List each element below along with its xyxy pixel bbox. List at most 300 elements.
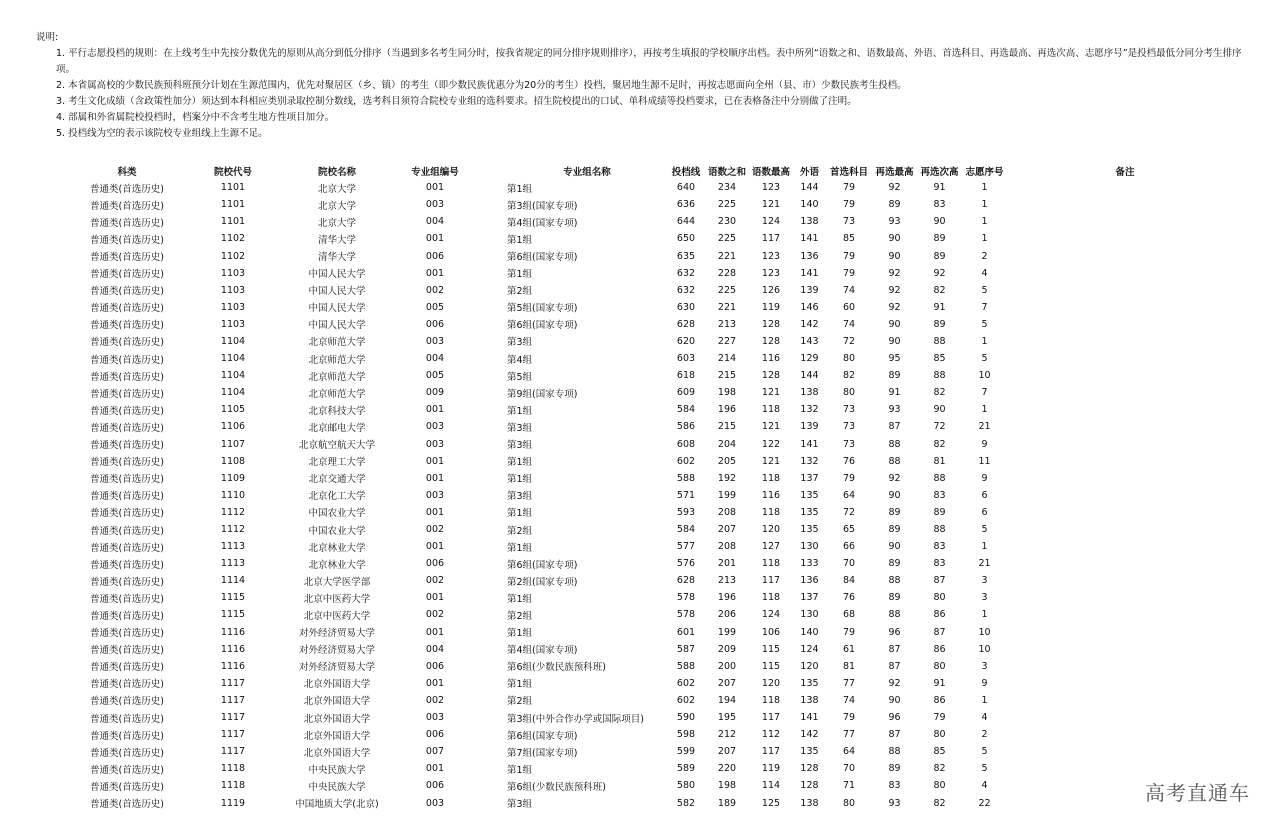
cell-school-name: 北京师范大学: [308, 388, 366, 400]
cell-category: 普通类(首选历史): [90, 679, 164, 691]
cell-category: 普通类(首选历史): [90, 781, 164, 793]
cell-group-number: 001: [425, 677, 445, 689]
cell-category: 普通类(首选历史): [90, 713, 164, 725]
cell-first-subject: 79: [842, 199, 856, 211]
cell-elective-second: 88: [933, 524, 946, 536]
cell-choice-order: 1: [981, 233, 988, 245]
cell-elective-max: 90: [888, 250, 901, 262]
cell-foreign-language: 146: [800, 301, 819, 313]
table-row: [0, 470, 1243, 487]
cell-chinese-math-sum: 208: [717, 541, 737, 553]
cell-category: 普通类(首选历史): [90, 645, 164, 657]
cell-remarks: [1007, 247, 1243, 264]
cell-elective-second: 83: [933, 489, 946, 501]
cell-group-name: 第3组: [507, 337, 533, 349]
cell-chinese-math-sum: 206: [717, 609, 737, 621]
cell-elective-second: 82: [933, 797, 946, 809]
cell-chinese-math-max: 128: [761, 335, 781, 347]
cell-group-name: 第1组: [507, 542, 533, 554]
cell-school-name: 北京科技大学: [308, 405, 366, 417]
cell-chinese-math-max: 120: [761, 677, 781, 689]
cell-remarks: [1007, 418, 1243, 435]
cell-group-name: 第1组: [507, 474, 533, 486]
header-elective-max: 再选最高: [875, 166, 914, 178]
cell-elective-max: 93: [888, 216, 901, 228]
cell-elective-max: 93: [888, 797, 901, 809]
cell-group-name: 第4组(国家专项): [507, 217, 578, 229]
cell-school-name: 中国农业大学: [308, 508, 366, 520]
cell-choice-order: 3: [981, 660, 988, 672]
cell-first-subject: 77: [842, 729, 856, 741]
cell-school-name: 中国农业大学: [308, 525, 366, 537]
cell-chinese-math-sum: 228: [717, 267, 737, 279]
cell-chinese-math-sum: 204: [717, 438, 737, 450]
table-row: [0, 196, 1243, 213]
cell-elective-max: 92: [888, 267, 901, 279]
cell-category: 普通类(首选历史): [90, 696, 164, 708]
cell-first-subject: 80: [842, 797, 856, 809]
notes-section: [36, 30, 1256, 142]
cell-remarks: [1007, 521, 1243, 538]
header-remarks: 备注: [1115, 166, 1135, 178]
cell-foreign-language: 124: [800, 643, 819, 655]
cell-remarks: [1007, 453, 1243, 470]
cell-chinese-math-sum: 213: [717, 575, 737, 587]
cell-chinese-math-sum: 225: [717, 284, 737, 296]
note-item-3: 3. 考生文化成绩（含政策性加分）须达到本科相应类别录取控制分数线，选考科目须符合院校专业组的选科要求。招生院校提出的口试、单科成绩等投档要求，已在表格备注中分别做了注明。: [56, 96, 857, 107]
cell-elective-second: 82: [933, 387, 946, 399]
cell-school-code: 1117: [220, 712, 246, 724]
table-row: [0, 436, 1243, 453]
cell-choice-order: 3: [981, 592, 988, 604]
cell-school-code: 1112: [220, 506, 246, 518]
cell-category: 普通类(首选历史): [90, 508, 164, 520]
cell-elective-max: 92: [888, 284, 901, 296]
cell-chinese-math-max: 127: [761, 541, 781, 553]
cell-group-number: 001: [425, 455, 445, 467]
cell-elective-second: 87: [933, 626, 946, 638]
cell-cutoff-score: 587: [676, 643, 696, 655]
cell-school-code: 1117: [220, 729, 246, 741]
cell-elective-max: 87: [888, 729, 901, 741]
cell-first-subject: 80: [842, 387, 856, 399]
cell-chinese-math-max: 118: [761, 506, 781, 518]
cell-chinese-math-max: 125: [761, 797, 781, 809]
header-cutoff-score: 投档线: [671, 166, 701, 178]
cell-elective-second: 82: [933, 284, 946, 296]
cell-school-name: 北京大学: [317, 217, 356, 229]
cell-group-name: 第1组: [507, 457, 533, 469]
cell-school-code: 1103: [220, 318, 246, 330]
cell-first-subject: 68: [842, 609, 856, 621]
header-group-name: 专业组名称: [563, 166, 611, 178]
cell-school-name: 中国人民大学: [308, 286, 366, 298]
cell-school-name: 对外经济贸易大学: [298, 662, 375, 674]
cell-first-subject: 79: [842, 626, 856, 638]
cell-first-subject: 64: [842, 746, 856, 758]
table-row: [0, 658, 1243, 675]
cell-chinese-math-max: 112: [761, 729, 781, 741]
table-body: [0, 179, 1243, 811]
cell-first-subject: 76: [842, 455, 856, 467]
cell-chinese-math-sum: 200: [717, 660, 737, 672]
cell-group-number: 006: [425, 660, 445, 672]
cell-elective-max: 88: [888, 455, 901, 467]
cell-group-number: 004: [425, 216, 445, 228]
cell-first-subject: 60: [842, 301, 856, 313]
table-header-row: [0, 162, 1243, 179]
cell-first-subject: 74: [842, 318, 856, 330]
header-category: 科类: [117, 166, 137, 178]
cell-cutoff-score: 635: [676, 250, 696, 262]
cell-school-name: 北京大学: [317, 183, 356, 195]
cell-group-number: 003: [425, 797, 445, 809]
cell-school-name: 对外经济贸易大学: [298, 628, 375, 640]
cell-cutoff-score: 571: [676, 489, 696, 501]
cell-group-name: 第9组(国家专项): [507, 388, 578, 400]
cell-cutoff-score: 609: [676, 387, 696, 399]
cell-school-name: 北京外国语大学: [303, 730, 371, 742]
cell-foreign-language: 135: [800, 746, 819, 758]
cell-elective-max: 89: [888, 506, 901, 518]
cell-chinese-math-max: 118: [761, 472, 781, 484]
cell-category: 普通类(首选历史): [90, 422, 164, 434]
header-group-number: 专业组编号: [411, 166, 459, 178]
cell-group-number: 006: [425, 318, 445, 330]
cell-foreign-language: 138: [800, 387, 819, 399]
cell-cutoff-score: 644: [676, 216, 696, 228]
cell-school-code: 1104: [220, 387, 246, 399]
cell-foreign-language: 140: [800, 626, 819, 638]
cell-group-number: 002: [425, 694, 445, 706]
cell-school-code: 1118: [220, 780, 246, 792]
cell-cutoff-score: 593: [676, 506, 696, 518]
cell-elective-second: 91: [933, 182, 946, 194]
cell-first-subject: 73: [842, 216, 856, 228]
cell-group-name: 第1组: [507, 508, 533, 520]
cell-group-name: 第1组: [507, 405, 533, 417]
cell-choice-order: 9: [981, 472, 988, 484]
cell-foreign-language: 135: [800, 489, 819, 501]
cell-first-subject: 73: [842, 421, 856, 433]
cell-elective-second: 81: [933, 455, 946, 467]
cell-choice-order: 2: [981, 729, 988, 741]
cell-first-subject: 70: [842, 558, 856, 570]
cell-elective-second: 82: [933, 438, 946, 450]
cell-elective-max: 90: [888, 694, 901, 706]
cell-choice-order: 1: [981, 216, 988, 228]
cell-group-name: 第3组: [507, 491, 533, 503]
cell-choice-order: 1: [981, 609, 988, 621]
cell-group-number: 005: [425, 370, 445, 382]
cell-elective-max: 89: [888, 199, 901, 211]
cell-foreign-language: 141: [800, 267, 819, 279]
table-row: [0, 726, 1243, 743]
cell-choice-order: 21: [978, 421, 991, 433]
cell-group-number: 003: [425, 421, 445, 433]
cell-foreign-language: 135: [800, 524, 819, 536]
cell-category: 普通类(首选历史): [90, 610, 164, 622]
cell-remarks: [1007, 743, 1243, 760]
cell-remarks: [1007, 675, 1243, 692]
cell-choice-order: 2: [981, 250, 988, 262]
cell-remarks: [1007, 384, 1243, 401]
cell-foreign-language: 137: [800, 592, 819, 604]
cell-foreign-language: 141: [800, 233, 819, 245]
cell-elective-max: 89: [888, 763, 901, 775]
cell-first-subject: 71: [842, 780, 856, 792]
cell-category: 普通类(首选历史): [90, 286, 164, 298]
cell-group-number: 006: [425, 780, 445, 792]
cell-foreign-language: 140: [800, 199, 819, 211]
cell-cutoff-score: 578: [676, 609, 696, 621]
cell-chinese-math-max: 118: [761, 694, 781, 706]
cell-choice-order: 9: [981, 438, 988, 450]
cell-choice-order: 1: [981, 182, 988, 194]
cell-chinese-math-sum: 196: [717, 404, 737, 416]
table-row: [0, 504, 1243, 521]
cell-group-name: 第3组(中外合作办学或国际项目): [507, 713, 644, 725]
cell-elective-max: 88: [888, 438, 901, 450]
note-item-1: 1. 平行志愿投档的规则：在上线考生中先按分数优先的原则从高分到低分排序（当遇到多名考生同分时，按我省规定的同分排序规则排序），再按考生填报的学校顺序出档。表中所列“语数之和、语数最高、外语、首选科目、再选最高、再选次高、志愿序号”是投档最低分同分考生排序项。: [56, 48, 1242, 75]
cell-chinese-math-sum: 213: [717, 318, 737, 330]
cell-remarks: [1007, 367, 1243, 384]
cell-cutoff-score: 588: [676, 472, 696, 484]
cell-group-name: 第1组: [507, 764, 533, 776]
table-row: [0, 589, 1243, 606]
cell-foreign-language: 133: [800, 558, 819, 570]
cell-school-code: 1103: [220, 284, 246, 296]
table-row: [0, 624, 1243, 641]
cell-chinese-math-max: 119: [761, 763, 781, 775]
cell-elective-second: 87: [933, 575, 946, 587]
cell-chinese-math-sum: 221: [717, 250, 737, 262]
cell-group-name: 第3组: [507, 422, 533, 434]
cell-foreign-language: 132: [800, 404, 819, 416]
cell-chinese-math-sum: 227: [717, 335, 737, 347]
cell-school-name: 北京林业大学: [308, 542, 366, 554]
cell-school-code: 1104: [220, 370, 246, 382]
cell-school-name: 北京林业大学: [308, 559, 366, 571]
cell-elective-max: 89: [888, 592, 901, 604]
cell-first-subject: 81: [842, 660, 856, 672]
cell-group-number: 001: [425, 592, 445, 604]
cell-group-name: 第5组: [507, 371, 533, 383]
cell-group-name: 第2组: [507, 610, 533, 622]
cell-category: 普通类(首选历史): [90, 405, 164, 417]
cell-first-subject: 79: [842, 712, 856, 724]
cell-school-code: 1105: [220, 404, 246, 416]
cell-chinese-math-max: 115: [761, 643, 781, 655]
cell-group-name: 第6组(国家专项): [507, 730, 578, 742]
cell-group-number: 001: [425, 763, 445, 775]
cell-school-name: 北京邮电大学: [308, 422, 366, 434]
cell-remarks: [1007, 230, 1243, 247]
cell-elective-second: 80: [933, 592, 946, 604]
cell-remarks: [1007, 726, 1243, 743]
table-row: [0, 247, 1243, 264]
cell-school-name: 中国人民大学: [308, 320, 366, 332]
cell-elective-second: 86: [933, 643, 946, 655]
cell-elective-max: 90: [888, 233, 901, 245]
cell-choice-order: 6: [981, 489, 988, 501]
cell-remarks: [1007, 316, 1243, 333]
table-row: [0, 743, 1243, 760]
cell-group-number: 001: [425, 472, 445, 484]
cell-elective-max: 96: [888, 626, 901, 638]
cell-remarks: [1007, 282, 1243, 299]
cell-chinese-math-sum: 205: [717, 455, 737, 467]
cell-chinese-math-max: 123: [761, 182, 781, 194]
cell-remarks: [1007, 760, 1243, 777]
cell-group-number: 003: [425, 335, 445, 347]
cell-category: 普通类(首选历史): [90, 320, 164, 332]
cell-chinese-math-sum: 215: [717, 370, 737, 382]
cell-foreign-language: 138: [800, 694, 819, 706]
cell-first-subject: 65: [842, 524, 856, 536]
cell-chinese-math-sum: 209: [717, 643, 737, 655]
cell-elective-second: 85: [933, 746, 946, 758]
cell-chinese-math-sum: 207: [717, 677, 737, 689]
watermark-logo-text: 高考直通车: [1145, 781, 1250, 805]
cell-chinese-math-sum: 225: [717, 199, 737, 211]
cell-school-name: 清华大学: [317, 234, 356, 246]
table-row: [0, 709, 1243, 726]
cell-category: 普通类(首选历史): [90, 337, 164, 349]
cell-foreign-language: 136: [800, 575, 819, 587]
table-row: [0, 538, 1243, 555]
cell-cutoff-score: 580: [676, 780, 696, 792]
table-row: [0, 384, 1243, 401]
cell-school-name: 北京外国语大学: [303, 679, 371, 691]
cell-group-name: 第1组: [507, 234, 533, 246]
cell-elective-max: 92: [888, 301, 901, 313]
header-chinese-math-max: 语数最高: [751, 166, 790, 178]
cell-category: 普通类(首选历史): [90, 303, 164, 315]
cell-remarks: [1007, 213, 1243, 230]
cell-choice-order: 5: [981, 746, 988, 758]
cell-group-name: 第5组(国家专项): [507, 303, 578, 315]
cell-chinese-math-sum: 194: [717, 694, 737, 706]
cell-group-name: 第4组: [507, 354, 533, 366]
cell-elective-max: 88: [888, 746, 901, 758]
cell-elective-max: 93: [888, 404, 901, 416]
cell-cutoff-score: 582: [676, 797, 696, 809]
cell-foreign-language: 135: [800, 506, 819, 518]
cell-remarks: [1007, 572, 1243, 589]
table-row: [0, 350, 1243, 367]
table-row: [0, 418, 1243, 435]
cell-chinese-math-max: 128: [761, 370, 781, 382]
cell-cutoff-score: 628: [676, 318, 696, 330]
cell-school-name: 对外经济贸易大学: [298, 645, 375, 657]
table-row: [0, 760, 1243, 777]
cell-chinese-math-max: 123: [761, 267, 781, 279]
cell-foreign-language: 132: [800, 455, 819, 467]
cell-school-code: 1116: [220, 626, 246, 638]
cell-school-code: 1115: [220, 609, 246, 621]
cell-choice-order: 1: [981, 199, 988, 211]
cell-elective-second: 86: [933, 609, 946, 621]
cell-cutoff-score: 586: [676, 421, 696, 433]
cell-cutoff-score: 590: [676, 712, 696, 724]
cell-remarks: [1007, 538, 1243, 555]
cell-group-name: 第4组(国家专项): [507, 645, 578, 657]
cell-school-name: 北京外国语大学: [303, 747, 371, 759]
cell-school-name: 北京理工大学: [308, 457, 366, 469]
cell-elective-second: 88: [933, 370, 946, 382]
cell-foreign-language: 120: [800, 660, 819, 672]
cell-school-code: 1106: [220, 421, 246, 433]
cell-first-subject: 74: [842, 284, 856, 296]
cell-first-subject: 72: [842, 506, 856, 518]
cell-chinese-math-max: 106: [761, 626, 781, 638]
cell-foreign-language: 144: [800, 182, 819, 194]
cell-foreign-language: 138: [800, 797, 819, 809]
cell-school-code: 1115: [220, 592, 246, 604]
cell-school-code: 1109: [220, 472, 246, 484]
header-first-subject: 首选科目: [829, 166, 868, 178]
cell-elective-max: 90: [888, 335, 901, 347]
cell-first-subject: 79: [842, 182, 856, 194]
cell-school-code: 1113: [220, 558, 246, 570]
cell-elective-second: 90: [933, 404, 946, 416]
cell-first-subject: 79: [842, 250, 856, 262]
table-row: [0, 213, 1243, 230]
table-row: [0, 282, 1243, 299]
cell-elective-max: 90: [888, 318, 901, 330]
cell-chinese-math-sum: 208: [717, 506, 737, 518]
cell-cutoff-score: 650: [676, 233, 696, 245]
cell-chinese-math-max: 119: [761, 301, 781, 313]
cell-choice-order: 22: [978, 797, 991, 809]
cell-choice-order: 5: [981, 318, 988, 330]
cell-chinese-math-max: 126: [761, 284, 781, 296]
cell-category: 普通类(首选历史): [90, 525, 164, 537]
cell-school-code: 1114: [220, 575, 246, 587]
cell-first-subject: 72: [842, 335, 856, 347]
table-row: [0, 299, 1243, 316]
table-row: [0, 265, 1243, 282]
cell-school-code: 1117: [220, 746, 246, 758]
cell-chinese-math-max: 117: [761, 233, 781, 245]
cell-cutoff-score: 578: [676, 592, 696, 604]
header-school-name: 院校名称: [317, 166, 356, 178]
cell-school-name: 北京中医药大学: [303, 593, 371, 605]
cell-choice-order: 10: [978, 643, 991, 655]
cell-elective-second: 83: [933, 558, 946, 570]
cell-school-code: 1107: [220, 438, 246, 450]
cell-foreign-language: 128: [800, 763, 819, 775]
cell-cutoff-score: 632: [676, 267, 696, 279]
cell-first-subject: 73: [842, 404, 856, 416]
cell-first-subject: 66: [842, 541, 856, 553]
cell-elective-second: 91: [933, 677, 946, 689]
cell-group-number: 005: [425, 301, 445, 313]
cell-group-name: 第2组: [507, 525, 533, 537]
cell-group-name: 第6组(少数民族预科班): [507, 781, 606, 793]
cell-elective-max: 87: [888, 660, 901, 672]
cell-chinese-math-max: 115: [761, 660, 781, 672]
cell-chinese-math-sum: 207: [717, 746, 737, 758]
cell-first-subject: 84: [842, 575, 856, 587]
table-row: [0, 367, 1243, 384]
cell-group-number: 003: [425, 199, 445, 211]
cell-chinese-math-sum: 220: [717, 763, 737, 775]
cell-first-subject: 79: [842, 472, 856, 484]
admission-table-container: [0, 162, 1280, 812]
cell-chinese-math-sum: 198: [717, 780, 737, 792]
